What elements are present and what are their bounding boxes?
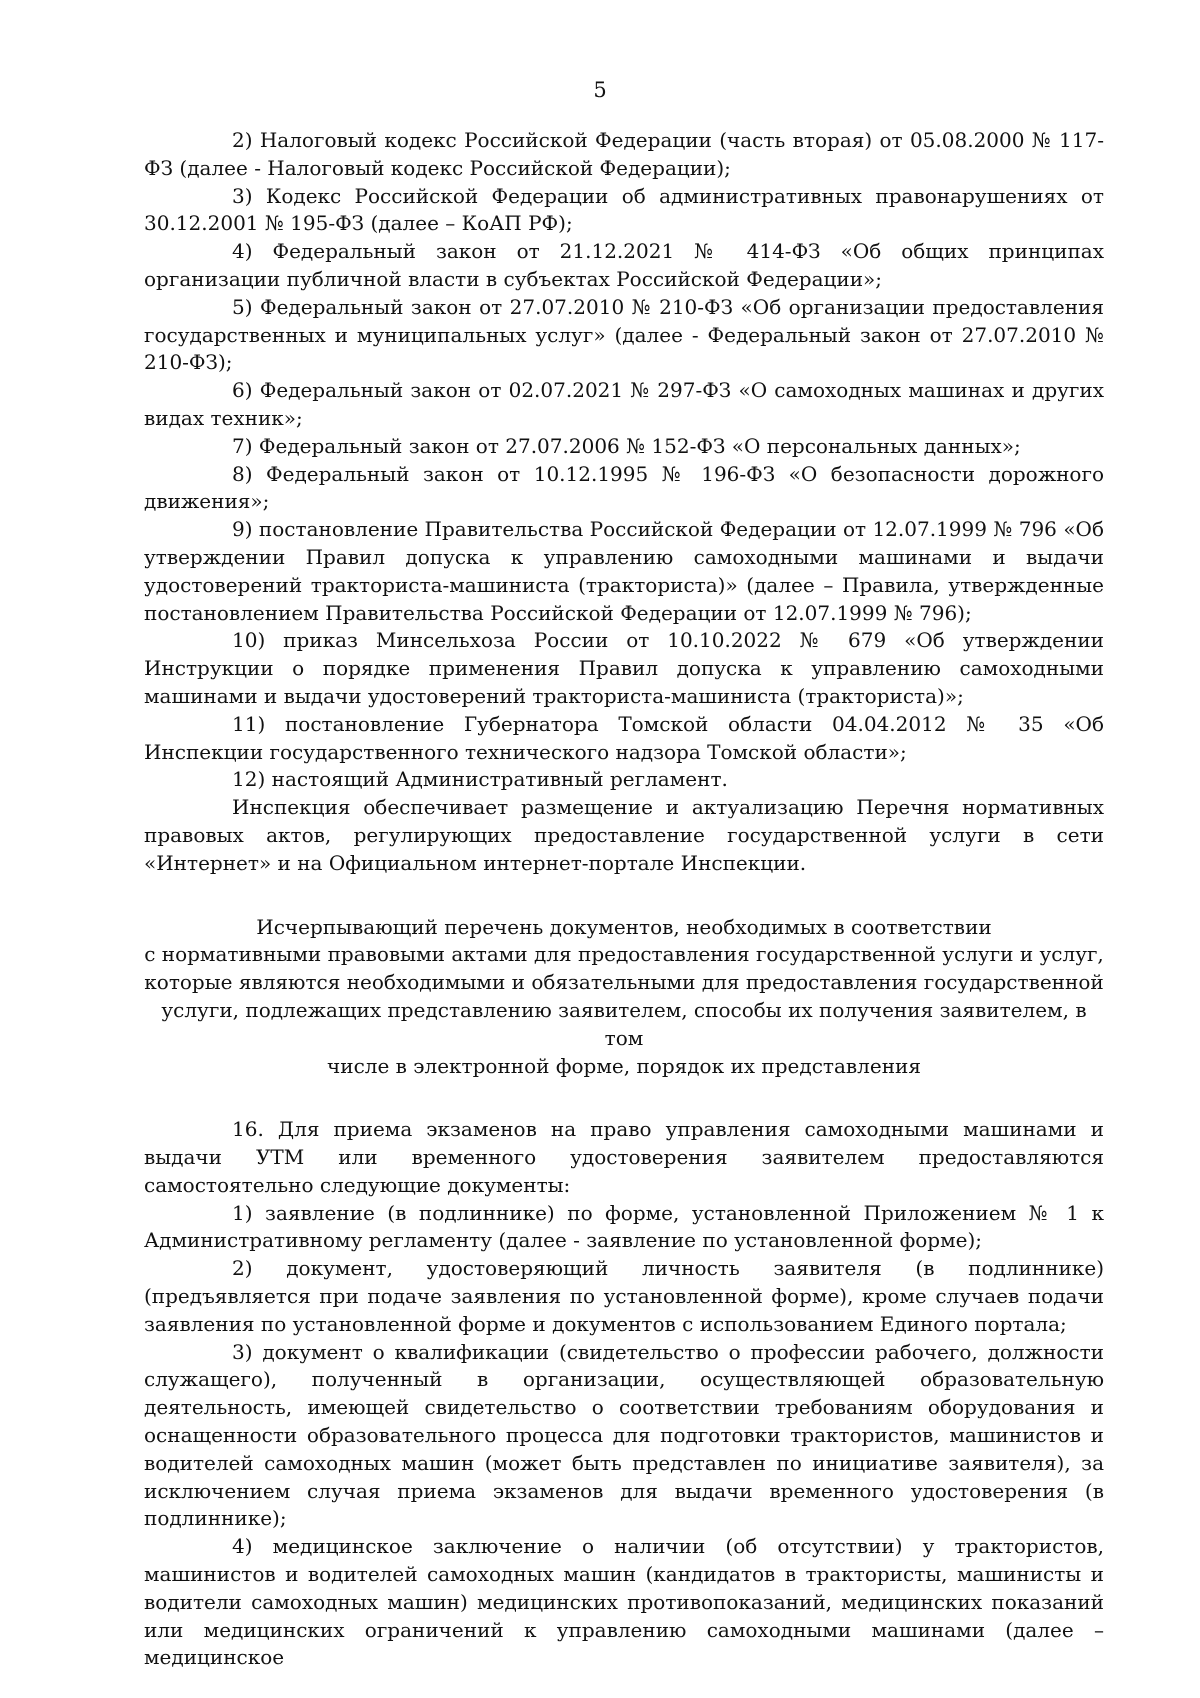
list-item-5: 5) Федеральный закон от 27.07.2010 № 210-ФЗ «Об организации предоставления государственных и муниципальных услуг» (далее - Федеральный закон от 27.07.2010 № 210-ФЗ); bbox=[144, 294, 1104, 375]
list-item-10: 10) приказ Минсельхоза России от 10.10.2022 № 679 «Об утверждении Инструкции о порядке применения Правил допуска к управлению самоходными машинами и выдачи удостоверений тракториста-машиниста (тракториста)»; bbox=[144, 628, 1104, 708]
section-heading-line: Исчерпывающий перечень документов, необходимых в соответствии bbox=[256, 914, 992, 939]
document-item-2: 2) документ, удостоверяющий личность заявителя (в подлиннике) (предъявляется при подаче заявления по установленной форме), кроме случаев подачи заявления по установленной форме и документов с использованием Единого портала; bbox=[144, 1256, 1104, 1336]
list-item-11: 11) постановление Губернатора Томской области 04.04.2012 № 35 «Об Инспекции государственного технического надзора Томской области»; bbox=[144, 711, 1104, 764]
list-item-12: 12) настоящий Административный регламент. bbox=[232, 767, 728, 792]
section-heading bbox=[144, 914, 1104, 1081]
list-item-6: 6) Федеральный закон от 02.07.2021 № 297-ФЗ «О самоходных машинах и других видах техник»; bbox=[144, 378, 1104, 430]
document-item-1: 1) заявление (в подлиннике) по форме, установленной Приложением № 1 к Административному регламенту (далее - заявление по установленной форме); bbox=[144, 1200, 1104, 1253]
document-item-4: 4) медицинское заключение о наличии (об отсутствии) у трактористов, машинистов и водителей самоходных машин (кандидатов в трактористы, машинисты и водители самоходных машин) медицинских противопоказаний, медицинских показаний или медицинских ограничений к управлению самоходными машинами (далее – медицинское bbox=[144, 1534, 1104, 1670]
clause-16: 16. Для приема экзаменов на право управления самоходными машинами и выдачи УТМ или временного удостоверения заявителем предоставляются самостоятельно следующие документы: bbox=[144, 1117, 1104, 1197]
section-heading-line: которые являются необходимыми и обязательными для предоставления государственной bbox=[144, 970, 1104, 995]
document-body bbox=[144, 127, 1104, 1672]
list-item-8: 8) Федеральный закон от 10.12.1995 № 196-ФЗ «О безопасности дорожного движения»; bbox=[144, 461, 1104, 514]
list-item-7: 7) Федеральный закон от 27.07.2006 № 152-ФЗ «О персональных данных»; bbox=[232, 433, 1021, 458]
section-heading-line: услуги, подлежащих представлению заявителем, способы их получения заявителем, в том bbox=[161, 997, 1087, 1050]
list-item-3: 3) Кодекс Российской Федерации об административных правонарушениях от 30.12.2001 № 195-ФЗ (далее – КоАП РФ); bbox=[144, 183, 1104, 236]
list-item-4: 4) Федеральный закон от 21.12.2021 № 414-ФЗ «Об общих принципах организации публичной власти в субъектах Российской Федерации»; bbox=[144, 239, 1104, 291]
list-item-2: 2) Налоговый кодекс Российской Федерации (часть вторая) от 05.08.2000 № 117-ФЗ (далее - Налоговый кодекс Российской Федерации); bbox=[144, 128, 1104, 180]
page-number: 5 bbox=[593, 78, 607, 102]
list-item-9: 9) постановление Правительства Российской Федерации от 12.07.1999 № 796 «Об утверждении Правил допуска к управлению самоходными машинами и выдачи удостоверений тракториста-машиниста (тракториста)» (далее – Правила, утвержденные постановлением Правительства Российской Федерации от 12.07.1999 № 796); bbox=[144, 517, 1104, 625]
section-heading-line: числе в электронной форме, порядок их представления bbox=[327, 1053, 921, 1078]
document-item-3: 3) документ о квалификации (свидетельство о профессии рабочего, должности служащего), полученный в организации, осуществляющей образовательную деятельность, имеющей свидетельство о соответствии требованиям оборудования и оснащенности образовательного процесса для подготовки трактористов, машинистов и водителей самоходных машин (может быть представлен по инициативе заявителя), за исключением случая приема экзаменов для выдачи временного удостоверения (в подлиннике); bbox=[144, 1339, 1104, 1531]
inspection-paragraph: Инспекция обеспечивает размещение и актуализацию Перечня нормативных правовых актов, регулирующих предоставление государственной услуги в сети «Интернет» и на Официальном интернет-портале Инспекции. bbox=[144, 795, 1104, 875]
section-heading-line: с нормативными правовыми актами для предоставления государственной услуги и услуг, bbox=[144, 942, 1104, 967]
